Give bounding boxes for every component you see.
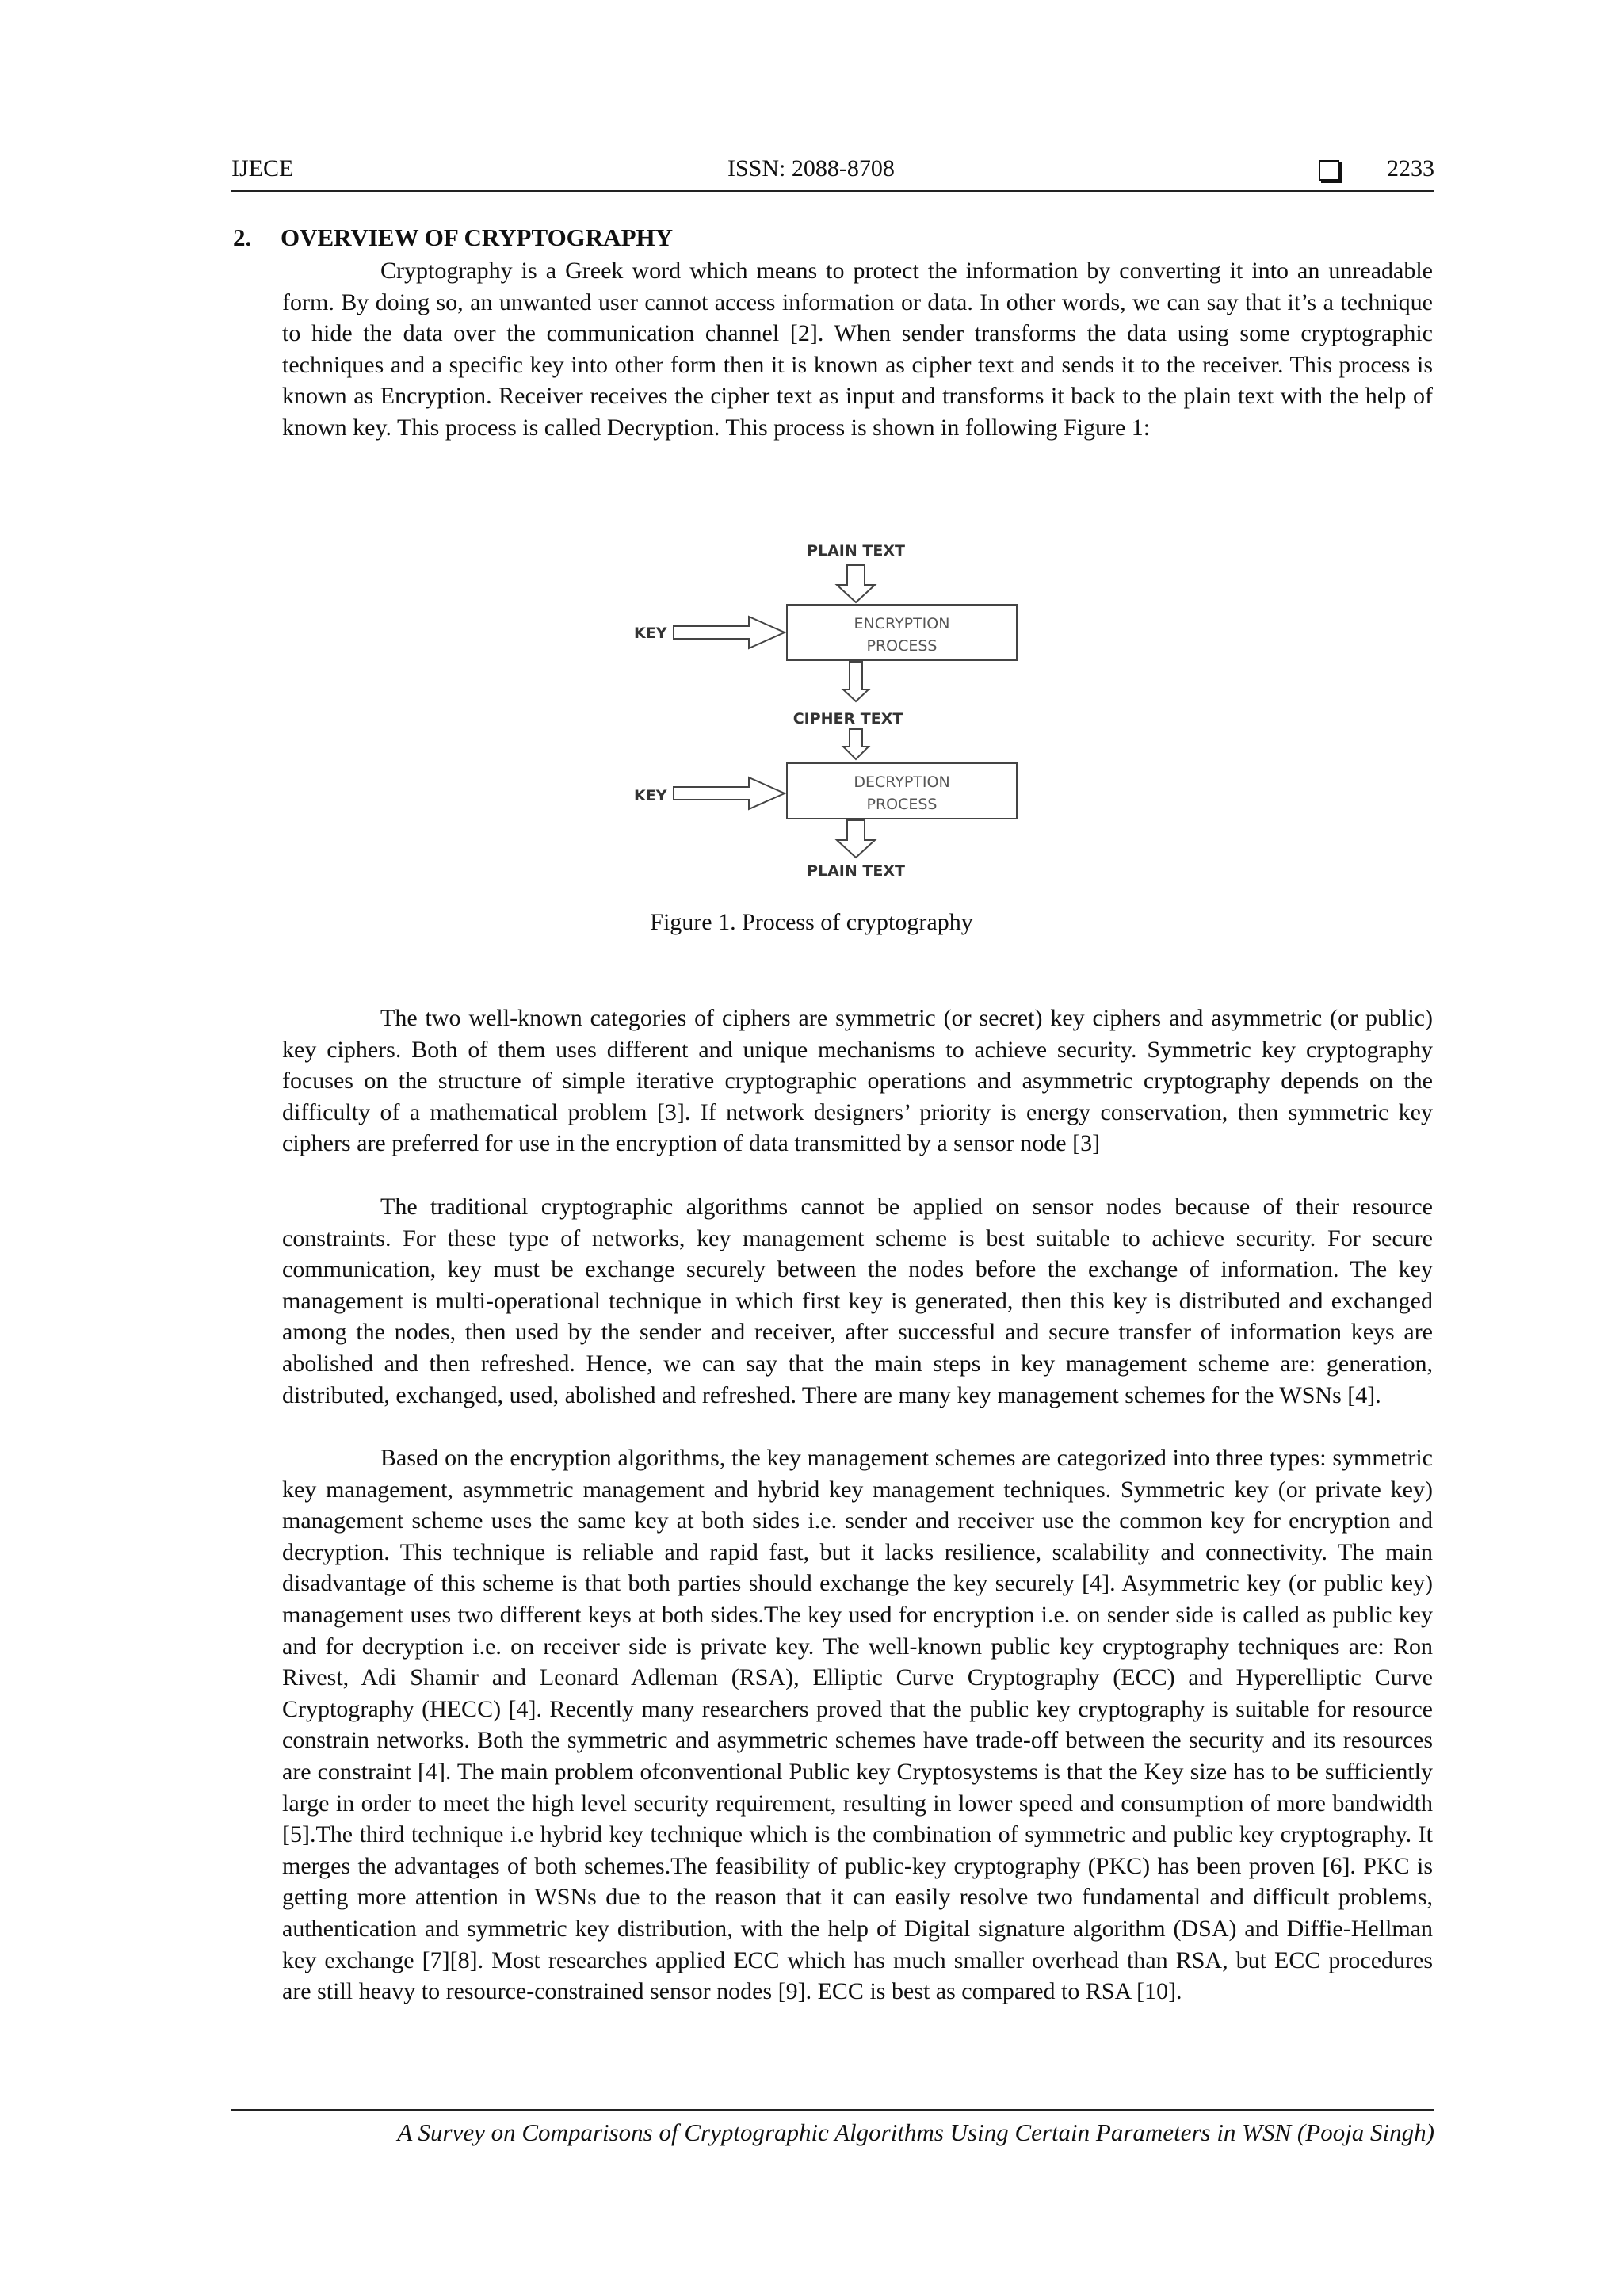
label-key-1: KEY — [634, 625, 667, 642]
figure-caption: Figure 1. Process of cryptography — [650, 909, 973, 935]
paragraph-key-management: The traditional cryptographic algorithms cannot be applied on sensor nodes because of their resource constraints. For these type of networks, key management scheme is best suitable to achieve security. For secure communication, key must be exchange securely between the nodes before the exchange of information. The key management is multi-operational technique in which first key is generated, then this key is distributed and exchanged among the nodes, then used by the sender and receiver, after successful and secure transfer of information keys are abolished and then refreshed. Hence, we can say that the main steps in key management scheme are: generation, distributed, exchanged, used, abolished and refreshed. There are many key management schemes for the WSNs [4]. — [282, 1194, 1433, 1408]
figure-diagram — [626, 539, 1030, 904]
arrow-right-icon — [674, 617, 785, 648]
page-number: 2233 — [1387, 155, 1434, 181]
page-footer: A Survey on Comparisons of Cryptographic Algorithms Using Certain Parameters in WSN (Pooja Singh) — [231, 2109, 1434, 2147]
arrow-right-icon — [674, 777, 785, 809]
label-plain-text-top: PLAIN TEXT — [807, 542, 905, 560]
label-plain-text-bottom: PLAIN TEXT — [807, 862, 905, 880]
cryptography-process-figure — [626, 539, 1030, 904]
decryption-label-line1: DECRYPTION — [854, 774, 950, 791]
arrow-down-icon — [843, 729, 869, 759]
arrow-down-icon — [837, 820, 875, 858]
decryption-label-line2: PROCESS — [866, 796, 938, 813]
issn: ISSN: 2088-8708 — [727, 155, 895, 181]
journal-name: IJECE — [231, 155, 294, 181]
encryption-label-line2: PROCESS — [866, 637, 938, 655]
square-bullet-icon — [1319, 160, 1339, 181]
section-title: OVERVIEW OF CRYPTOGRAPHY — [281, 223, 674, 251]
paragraph-intro: Cryptography is a Greek word which means to protect the information by converting it into an unreadable form. By doing so, an unwanted user cannot access information or data. In other words, we can say that it’s a technique to hide the data over the communication channel [2]. When sender transforms the data using some cryptographic techniques and a specific key into other form then it is known as cipher text and sends it to the receiver. This process is known as Encryption. Receiver receives the cipher text as input and transforms it back to the plain text with the help of known key. This process is called Decryption. This process is shown in following Figure 1: — [282, 258, 1433, 441]
page-header — [231, 155, 1434, 192]
paragraph-schemes: Based on the encryption algorithms, the key management schemes are categorized into three types: symmetric key management, asymmetric management and hybrid key management techniques. Symmetric key (or private key) management scheme uses the same key at both sides i.e. sender and receiver use the common key for encryption and decryption. This technique is reliable and rapid fast, but it lacks resilience, scalability and connectivity. The main disadvantage of this scheme is that both parties should exchange the key securely [4]. Asymmetric key (or public key) management uses two different keys at both sides.The key used for encryption i.e. on sender side is called as public key and for decryption i.e. on receiver side is private key. The well-known public key cryptography techniques are: Ron Rivest, Adi Shamir and Leonard Adleman (RSA), Elliptic Curve Cryptography (ECC) and Hyperelliptic Curve Cryptography (HECC) [4]. Recently many researchers proved that the public key cryptography is suitable for resource constrain networks. Both the symmetric and asymmetric schemes have trade-off between the security and its resources are constraint [4]. The main problem ofconventional Public key Cryptosystems is that the Key size has to be sufficiently large in order to meet the high level security requirement, resulting in lower speed and consumption of more bandwidth [5].The third technique i.e hybrid key technique which is the combination of symmetric and public key cryptography. It merges the advantages of both schemes.The feasibility of public-key cryptography (PKC) has been proven [6]. PKC is getting more attention in WSNs due to the reason that it can easily resolve two fundamental and difficult problems, authentication and symmetric key distribution, with the help of Digital signature algorithm (DSA) and Diffie-Hellman key exchange [7][8]. Most researches applied ECC which has much smaller overhead than RSA, but ECC procedures are still heavy to resource-constrained sensor nodes [9]. ECC is best as compared to RSA [10]. — [282, 1445, 1433, 2005]
arrow-down-icon — [843, 662, 869, 701]
arrow-down-icon — [837, 565, 875, 602]
paragraph-cipher-categories: The two well-known categories of ciphers are symmetric (or secret) key ciphers and asymmetric (or public) key ciphers. Both of them uses different and unique mechanisms to achieve security. Symmetric key cryptography focuses on the structure of simple iterative cryptographic operations and asymmetric cryptography depends on the difficulty of a mathematical problem [3]. If network designers’ priority is energy conservation, then symmetric key ciphers are preferred for use in the encryption of data transmitted by a sensor node [3] — [282, 1005, 1433, 1157]
label-key-2: KEY — [634, 787, 667, 804]
encryption-label-line1: ENCRYPTION — [854, 615, 950, 632]
section-number: 2. — [233, 223, 252, 251]
label-cipher-text: CIPHER TEXT — [792, 710, 903, 728]
section-heading — [233, 223, 673, 252]
